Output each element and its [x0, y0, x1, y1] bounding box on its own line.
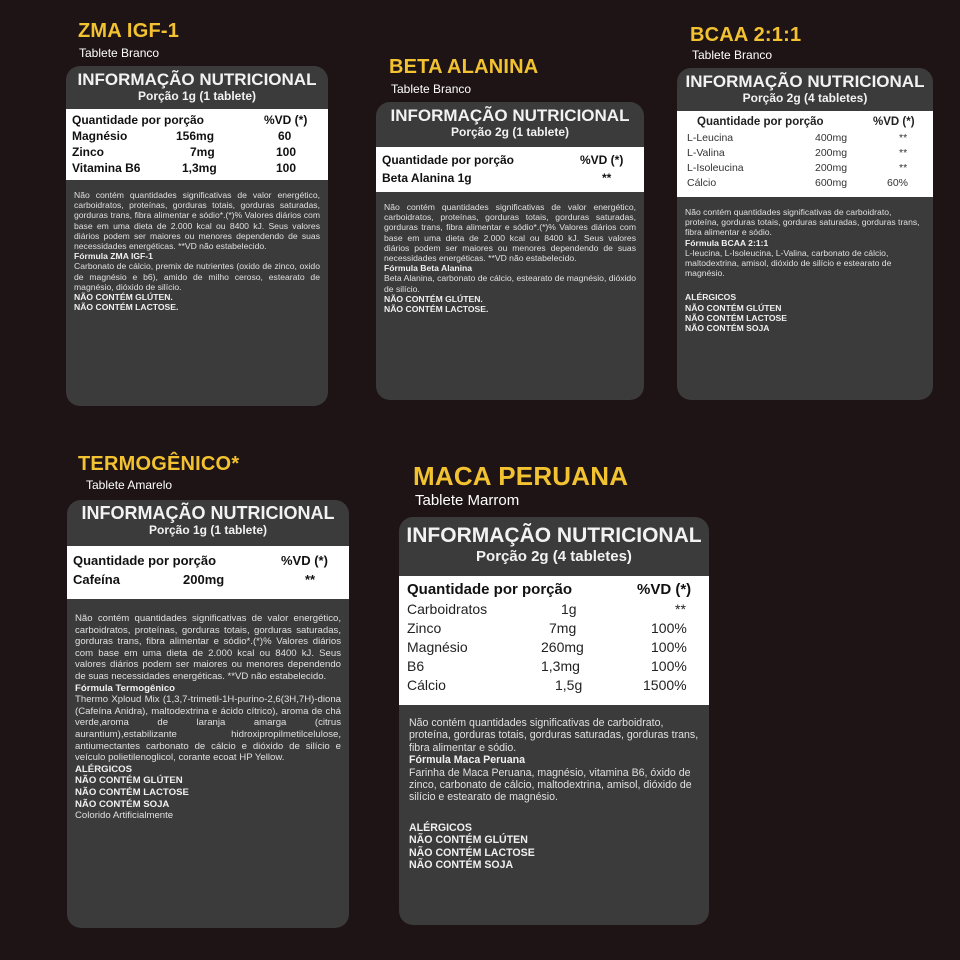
termo-panel-header [67, 500, 349, 537]
zma-formula: Carbonato de cálcio, premix de nutrientes (oxido de zinco, oxido de magnésio e b6), amido de milho ceroso, estearato de magnésio, dióxido de silício. [74, 261, 320, 292]
nutrient-amount: 200mg [815, 162, 848, 174]
zma-portion: Porção 1g (1 tablete) [137, 89, 257, 103]
zma-notes [66, 190, 328, 312]
beta-notes [376, 202, 644, 314]
termo-vd-header: %VD (*) [281, 553, 328, 568]
bcaa-portion: Porção 2g (4 tabletes) [742, 91, 868, 105]
table-row [407, 619, 701, 638]
table-row [687, 146, 925, 161]
nutrient-name: L-Valina [687, 147, 725, 159]
termo-title: TERMOGÊNICO* [78, 453, 240, 475]
maca-no-gluten: NÃO CONTÉM GLÚTEN [409, 834, 528, 847]
termo-info-title: INFORMAÇÃO NUTRICIONAL [81, 503, 335, 523]
nutrient-name: B6 [407, 658, 425, 674]
termo-nutrient-table [67, 546, 349, 599]
termo-table-header [73, 551, 343, 570]
zma-title: ZMA IGF-1 [78, 20, 180, 42]
termo-subtitle: Tablete Amarelo [86, 478, 173, 492]
nutrient-name: L-Leucina [687, 132, 734, 144]
bcaa-formula: L-leucina, L-Isoleucina, L-Valina, carbonato de cálcio, maltodextrina, amisol, dióxido de silício e estearato de magnésio. [685, 247, 892, 279]
bcaa-vd-header: %VD (*) [873, 116, 915, 128]
bcaa-no-gluten: NÃO CONTÉM GLÚTEN [685, 302, 782, 313]
termo-portion: Porção 1g (1 tablete) [148, 523, 268, 537]
table-row [407, 600, 701, 619]
bcaa-subtitle: Tablete Branco [692, 48, 773, 62]
table-row [687, 161, 925, 176]
maca-allergens: ALÉRGICOS [409, 821, 472, 834]
maca-subtitle: Tablete Marrom [415, 492, 520, 509]
zma-info-title: INFORMAÇÃO NUTRICIONAL [77, 70, 317, 89]
maca-nutrient-table [399, 576, 709, 705]
beta-info-title: INFORMAÇÃO NUTRICIONAL [390, 106, 630, 125]
termo-colorido: Colorido Artificialmente [75, 810, 174, 822]
nutrient-vd: ** [899, 147, 908, 159]
nutrient-name: Magnésio [72, 129, 128, 143]
termo-no-gluten: NÃO CONTÉM GLÚTEN [75, 775, 183, 787]
nutrient-amount: 1,5g [555, 677, 583, 693]
maca-panel-header [399, 517, 709, 566]
nutrient-vd: 100 [276, 161, 297, 175]
bcaa-no-soy: NÃO CONTÉM SOJA [685, 323, 770, 334]
table-row [72, 128, 322, 144]
nutrient-vd: 60 [278, 129, 292, 143]
termo-nutrition-panel [67, 500, 349, 928]
nutrient-vd: ** [899, 132, 908, 144]
table-row [407, 676, 701, 695]
zma-qty-header: Quantidade por porção [72, 113, 205, 127]
bcaa-no-lactose: NÃO CONTÉM LACTOSE [685, 312, 788, 323]
nutrient-vd: 100 [276, 145, 297, 159]
termo-notes [67, 613, 349, 822]
nutrient-amount: 1,3mg [541, 658, 580, 674]
nutrient-amount: 1g [561, 601, 577, 617]
nutrient-amount: 1,3mg [182, 161, 217, 175]
nutrient-name: Cálcio [687, 177, 717, 189]
beta-disclaimer: Não contém quantidades significativas de valor energético, carboidratos, proteínas, gorduras totais, gorduras saturadas, gorduras trans, fibra alimentar e sódio*.(*)% Valores diários com base em uma dieta de 2.000 kcal ou 8400 kJ. Seus valores diários podem ser maiores ou menores dependendo de suas necessidades energéticas. **VD não estabelecido. [384, 202, 636, 264]
beta-nutrient-table [376, 147, 644, 192]
bcaa-allergens: ALÉRGICOS [685, 292, 737, 303]
zma-nutrition-panel [66, 66, 328, 406]
table-row [73, 570, 343, 589]
nutrient-name: Cálcio [407, 677, 446, 693]
zma-no-gluten: NÃO CONTÉM GLÚTEN. [74, 292, 173, 303]
nutrient-vd: ** [675, 601, 686, 617]
bcaa-formula-title: Fórmula BCAA 2:1:1 [685, 237, 769, 248]
nutrient-vd: 100% [651, 658, 687, 674]
table-row [407, 638, 701, 657]
bcaa-qty-header: Quantidade por porção [697, 116, 824, 128]
beta-qty-header: Quantidade por porção [382, 153, 515, 167]
nutrient-name: Zinco [72, 145, 104, 159]
maca-disclaimer: Não contém quantidades significativas de carboidrato, proteína, gorduras totais, gorduras saturadas, gorduras trans, fibra alimentar e sódio. [409, 717, 699, 754]
bcaa-info-title: INFORMAÇÃO NUTRICIONAL [685, 72, 925, 91]
beta-title: BETA ALANINA [389, 56, 539, 78]
maca-qty-header: Quantidade por porção [407, 581, 573, 598]
nutrient-vd: 100% [651, 639, 687, 655]
bcaa-title: BCAA 2:1:1 [690, 24, 802, 46]
zma-no-lactose: NÃO CONTÉM LACTOSE. [74, 302, 179, 313]
bcaa-disclaimer: Não contém quantidades significativas de carboidrato, proteína, gorduras totais, gorduras saturadas, gorduras trans, fibra alimentar e sódio. [685, 207, 920, 238]
nutrient-amount: 7mg [549, 620, 577, 636]
nutrient-vd: ** [305, 572, 316, 587]
maca-info-title: INFORMAÇÃO NUTRICIONAL [406, 524, 702, 547]
nutrient-vd: ** [602, 171, 612, 185]
table-row [382, 169, 638, 187]
termo-formula: Thermo Xploud Mix (1,3,7-trimetil-1H-purino-2,6(3H,7H)-diona (Cafeína Anidra), maltodextrina e ácido cítrico), aroma de chá verde,aroma de laranja amarga (citrus aurantium),estabilizante hidroxipropilmetilcelulose, antiumectantes carbonato de cálcio e dióxido de silício e veículo polietilenoglicol, corante ecoat HP Yellow. [75, 694, 341, 764]
maca-formula: Farinha de Maca Peruana, magnésio, vitamina B6, óxido de zinco, carbonato de cálcio, maltodextrina, amisol, dióxido de silício e estearato de magnésio. [409, 766, 692, 804]
beta-table-header [382, 151, 638, 169]
termo-allergens: ALÉRGICOS [75, 763, 133, 775]
bcaa-nutrition-panel [677, 68, 933, 400]
beta-nutrition-panel [376, 102, 644, 400]
zma-formula-title: Fórmula ZMA IGF-1 [74, 251, 153, 262]
nutrient-vd: 60% [887, 177, 909, 189]
maca-title: MACA PERUANA [413, 461, 629, 491]
maca-formula-title: Fórmula Maca Peruana [409, 754, 525, 767]
beta-no-lactose: NÃO CONTÉM LACTOSE. [384, 304, 489, 315]
maca-nutrition-panel [399, 517, 709, 925]
nutrient-name: Vitamina B6 [72, 161, 141, 175]
beta-panel-header [376, 102, 644, 139]
nutrient-amount: 156mg [176, 129, 215, 143]
maca-notes [399, 717, 709, 871]
maca-table-header [407, 580, 701, 600]
table-row [72, 144, 322, 160]
nutrient-amount: 7mg [190, 145, 215, 159]
termo-disclaimer: Não contém quantidades significativas de valor energético, carboidratos, proteínas, gorduras totais, gorduras saturadas, gorduras trans, fibra alimentar e sódio*.(*)% Valores diários com base em uma dieta de 2.000 kcal ou 8400 kJ. Seus valores diários podem ser maiores ou menores dependendo de suas necessidades energéticas. **VD não estabelecido. [75, 613, 341, 682]
table-row [407, 657, 701, 676]
zma-panel-header [66, 66, 328, 103]
maca-no-lactose: NÃO CONTÉM LACTOSE [409, 846, 535, 859]
nutrient-name: Zinco [407, 620, 442, 636]
beta-vd-header: %VD (*) [580, 153, 624, 167]
table-row [687, 176, 925, 191]
nutrient-amount: 600mg [815, 177, 848, 189]
nutrient-amount: 260mg [541, 639, 584, 655]
maca-portion: Porção 2g (4 tabletes) [476, 548, 632, 565]
nutrient-vd: ** [899, 162, 908, 174]
termo-formula-title: Fórmula Termogênico [75, 682, 176, 694]
bcaa-panel-header [677, 68, 933, 105]
nutrient-name: Beta Alanina 1g [382, 171, 472, 185]
nutrient-name: Carboidratos [407, 601, 488, 617]
beta-no-gluten: NÃO CONTÉM GLÚTEN. [384, 293, 483, 304]
zma-table-header [72, 112, 322, 128]
termo-no-soy: NÃO CONTÉM SOJA [75, 798, 170, 810]
bcaa-table-header [687, 114, 925, 131]
bcaa-nutrient-table [677, 111, 933, 197]
bcaa-notes [677, 207, 933, 333]
nutrient-vd: 100% [651, 620, 687, 636]
termo-qty-header: Quantidade por porção [73, 553, 217, 568]
zma-nutrient-table [66, 109, 328, 180]
nutrient-amount: 400mg [815, 132, 848, 144]
nutrient-name: Cafeína [73, 572, 120, 587]
maca-vd-header: %VD (*) [637, 581, 692, 598]
maca-no-soy: NÃO CONTÉM SOJA [409, 859, 514, 872]
nutrient-name: L-Isoleucina [687, 162, 744, 174]
beta-formula-title: Fórmula Beta Alanina [384, 263, 473, 274]
nutrient-amount: 200mg [183, 572, 225, 587]
termo-no-lactose: NÃO CONTÉM LACTOSE [75, 786, 189, 798]
zma-vd-header: %VD (*) [264, 113, 308, 127]
beta-formula: Beta Alanina, carbonato de cálcio, estearato de magnésio, dióxido de silício. [384, 273, 636, 294]
nutrient-amount: 200mg [815, 147, 848, 159]
zma-disclaimer: Não contém quantidades significativas de valor energético, carboidratos, proteínas, gorduras totais, gorduras saturadas, gorduras trans, fibra alimentar e sódio*.(*)% Valores diários com base em uma dieta de 2.000 kcal ou 8400 kJ. Seus valores diários podem ser maiores ou menores dependendo de suas necessidades energéticas. **VD não estabelecido. [74, 190, 320, 252]
nutrient-name: Magnésio [407, 639, 468, 655]
zma-subtitle: Tablete Branco [79, 46, 160, 60]
beta-portion: Porção 2g (1 tablete) [450, 125, 570, 139]
table-row [72, 160, 322, 176]
beta-subtitle: Tablete Branco [391, 82, 472, 96]
table-row [687, 131, 925, 146]
nutrient-vd: 1500% [643, 677, 687, 693]
